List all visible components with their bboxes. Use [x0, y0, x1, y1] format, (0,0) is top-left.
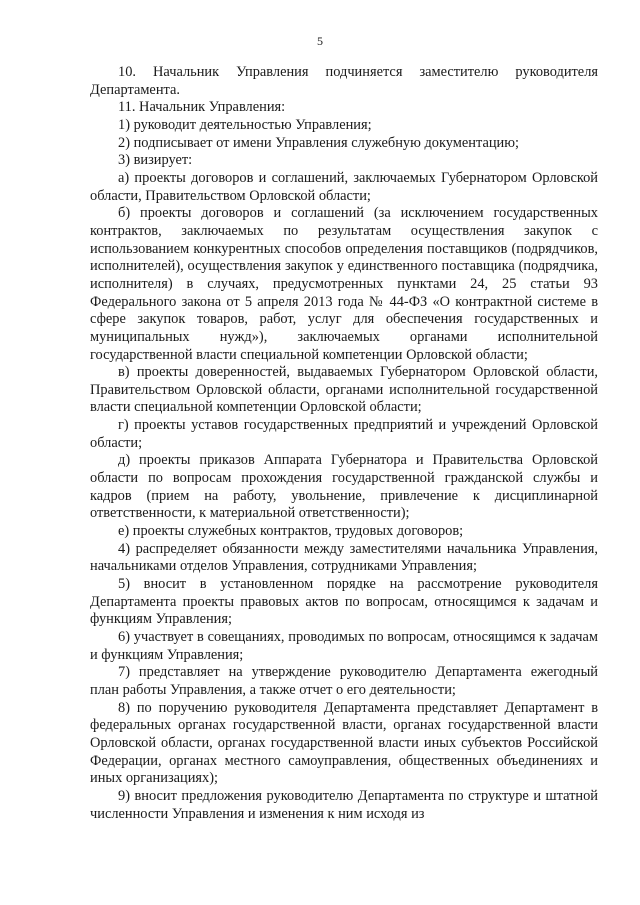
paragraph-11: 11. Начальник Управления:: [118, 99, 286, 116]
item-2: 2) подписывает от имени Управления служебную документацию;: [118, 134, 519, 151]
item-1: 1) руководит деятельностью Управления;: [118, 116, 372, 133]
item-3a: а) проекты договоров и соглашений, заключаемых Губернатором Орловской области, Правительством Орловской области;: [90, 169, 598, 204]
item-3v: в) проекты доверенностей, выдаваемых Губернатором Орловской области, Правительством Орловской области, органами исполнительной государственной власти специальной компетенции Орловской области;: [90, 364, 598, 416]
item-7: 7) представляет на утверждение руководителю Департамента ежегодный план работы Управления, а также отчет о его деятельности;: [90, 664, 598, 698]
page-number: 5: [317, 34, 323, 48]
item-9: 9) вносит предложения руководителю Департамента по структуре и штатной численности Управления и изменения к ним исходя из: [90, 787, 598, 822]
item-4: 4) распределяет обязанности между заместителями начальника Управления, начальниками отделов Управления, сотрудниками Управления;: [90, 540, 598, 575]
item-6: 6) участвует в совещаниях, проводимых по вопросам, относящимся к задачам и функциям Управления;: [90, 629, 598, 663]
item-3: 3) визирует:: [118, 152, 193, 169]
item-3b: б) проекты договоров и соглашений (за исключением государственных контрактов, заключаемых по результатам осуществления закупок с использованием конкурентных способов определения поставщиков (подрядчиков, исполнителей), осуществления закупок у единственного поставщика (подрядчика, исполнителя) в случаях, предусмотренных пунктами 24, 25 статьи 93 Федерального закона от 5 апреля 2013 года № 44-ФЗ «О контрактной системе в сфере закупок товаров, работ, услуг для обеспечения государственных и муниципальных нужд»), заключаемых органами исполнительной государственной власти специальной компетенции Орловской области;: [90, 205, 598, 363]
item-8: 8) по поручению руководителя Департамента представляет Департамент в федеральных органах государственной власти, органах государственной власти Орловской области, органах государственной власти иных субъектов Российской Федерации, органах местного самоуправления, общественных объединениях и иных организациях);: [90, 699, 598, 787]
item-5: 5) вносит в установленном порядке на рассмотрение руководителя Департамента проекты правовых актов по вопросам, относящимся к задачам и функциям Управления;: [90, 576, 598, 628]
paragraph-10: 10. Начальник Управления подчиняется заместителю руководителя Департамента.: [90, 64, 598, 98]
item-3d: д) проекты приказов Аппарата Губернатора и Правительства Орловской области по вопросам прохождения государственной гражданской службы и кадров (прием на работу, увольнение, привлечение к дисциплинарной ответственности, к материальной ответственности);: [90, 452, 598, 522]
item-3e: е) проекты служебных контрактов, трудовых договоров;: [118, 523, 464, 540]
document-body: [90, 64, 598, 823]
item-3g: г) проекты уставов государственных предприятий и учреждений Орловской области;: [90, 417, 598, 451]
